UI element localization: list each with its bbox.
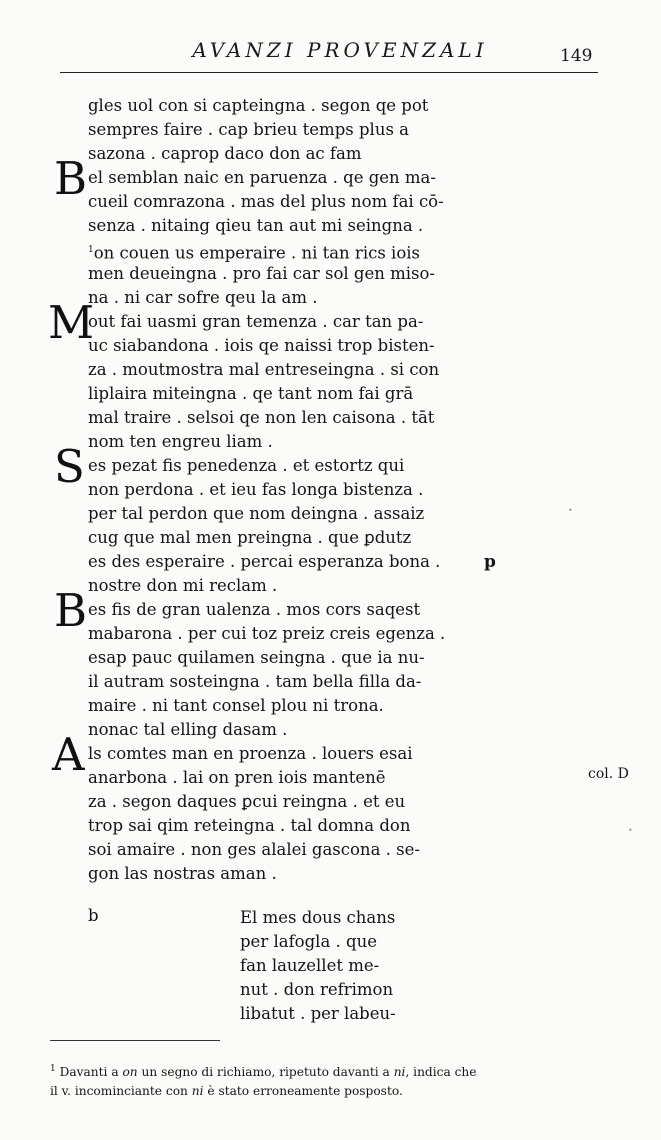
text-line: za . moutmostra mal entreseingna . si con bbox=[88, 360, 440, 379]
text-line: cueil comrazona . mas del plus nom fai cō- bbox=[88, 192, 444, 211]
footnote-text: Davanti a bbox=[59, 1065, 119, 1080]
text-line: nut . don refrimon bbox=[240, 980, 394, 999]
drop-initial-b2: B bbox=[54, 584, 88, 637]
header-rule bbox=[60, 72, 598, 73]
text-line: na . ni car sofre qeu la am . bbox=[88, 288, 318, 307]
scan-speck: • bbox=[568, 506, 573, 515]
footnote-text: un segno di richiamo, ripetuto davanti a bbox=[141, 1065, 390, 1080]
text-line: liplaira miteingna . qe tant nom fai grā bbox=[88, 384, 414, 403]
text-line: maire . ni tant consel plou ni trona. bbox=[88, 696, 384, 715]
text-line: es pezat fis penedenza . et estortz qui bbox=[88, 456, 405, 475]
text-line: nonac tal elling dasam . bbox=[88, 720, 288, 739]
footnote-rule bbox=[50, 1040, 220, 1041]
drop-initial-s: S bbox=[54, 440, 85, 493]
text-line: out fai uasmi gran temenza . car tan pa- bbox=[88, 312, 424, 331]
footnote-text: è stato erroneamente posposto. bbox=[207, 1084, 403, 1099]
text-line: fan lauzellet me- bbox=[240, 956, 380, 975]
footnote-text: , indica che bbox=[405, 1065, 477, 1080]
text-line: nom ten engreu liam . bbox=[88, 432, 273, 451]
footnote-text: il v. incominciante con bbox=[50, 1084, 188, 1099]
margin-p-mark: p bbox=[484, 552, 496, 572]
drop-initial-m: M bbox=[48, 296, 95, 349]
footnote-italic: ni bbox=[393, 1065, 406, 1080]
text-line: mal traire . selsoi qe non len caisona . tāt bbox=[88, 408, 435, 427]
text-line: men deueingna . pro fai car sol gen miso- bbox=[88, 264, 435, 283]
text-line: per tal perdon que nom deingna . assaiz bbox=[88, 504, 425, 523]
page-number: 149 bbox=[560, 46, 593, 66]
text-line: nostre don mi reclam . bbox=[88, 576, 278, 595]
text-line: non perdona . et ieu fas longa bistenza . bbox=[88, 480, 424, 499]
footnote-marker: 1 bbox=[88, 245, 94, 255]
text-line: il autram sosteingna . tam bella filla da- bbox=[88, 672, 422, 691]
text-line: sazona . caprop daco don ac fam bbox=[88, 144, 362, 163]
text-line: trop sai qim reteingna . tal domna don bbox=[88, 816, 411, 835]
text-line: anarbona . lai on pren iois mantenē bbox=[88, 768, 386, 787]
footnote-number: 1 bbox=[50, 1064, 56, 1074]
footnote-line-1 bbox=[50, 1065, 477, 1079]
running-title: AVANZI PROVENZALI bbox=[192, 38, 488, 62]
column-b-label: b bbox=[88, 906, 99, 925]
text-line: ls comtes man en proenza . louers esai bbox=[88, 744, 413, 763]
column-marker: col. D bbox=[588, 766, 629, 782]
text-line: gon las nostras aman . bbox=[88, 864, 277, 883]
drop-initial-b: B bbox=[54, 152, 88, 205]
text-line: mabarona . per cui toz preiz creis egenza . bbox=[88, 624, 446, 643]
text-line: soi amaire . non ges alalei gascona . se- bbox=[88, 840, 420, 859]
text-line: za . segon daques ꝑcui reingna . et eu bbox=[88, 792, 406, 811]
text-line: es fis de gran ualenza . mos cors saqest bbox=[88, 600, 421, 619]
text-line: cug que mal men preingna . que ꝑdutz bbox=[88, 528, 412, 547]
text-line: sempres faire . cap brieu temps plus a bbox=[88, 120, 409, 139]
text-line: El mes dous chans bbox=[240, 908, 396, 927]
text-line: libatut . per labeu- bbox=[240, 1004, 396, 1023]
scan-speck: • bbox=[628, 826, 633, 835]
text-line: el semblan naic en paruenza . qe gen ma- bbox=[88, 168, 436, 187]
text-line: uc siabandona . iois qe naissi trop bisten- bbox=[88, 336, 435, 355]
text-line: es des esperaire . percai esperanza bona . bbox=[88, 552, 441, 571]
footnote-line-2 bbox=[50, 1082, 610, 1101]
drop-initial-a: A bbox=[52, 728, 85, 781]
footnote-italic: on bbox=[122, 1065, 138, 1080]
text-line: senza . nitaing qieu tan aut mi seingna . bbox=[88, 216, 424, 235]
text-line: gles uol con si capteingna . segon qe pot bbox=[88, 96, 429, 115]
text-line: esap pauc quilamen seingna . que ia nu- bbox=[88, 648, 425, 667]
footnote bbox=[50, 1060, 610, 1101]
text-line: per lafogla . que bbox=[240, 932, 377, 951]
footnote-italic: ni bbox=[191, 1084, 204, 1099]
text-line-content: on couen us emperaire . ni tan rics iois bbox=[93, 243, 421, 263]
